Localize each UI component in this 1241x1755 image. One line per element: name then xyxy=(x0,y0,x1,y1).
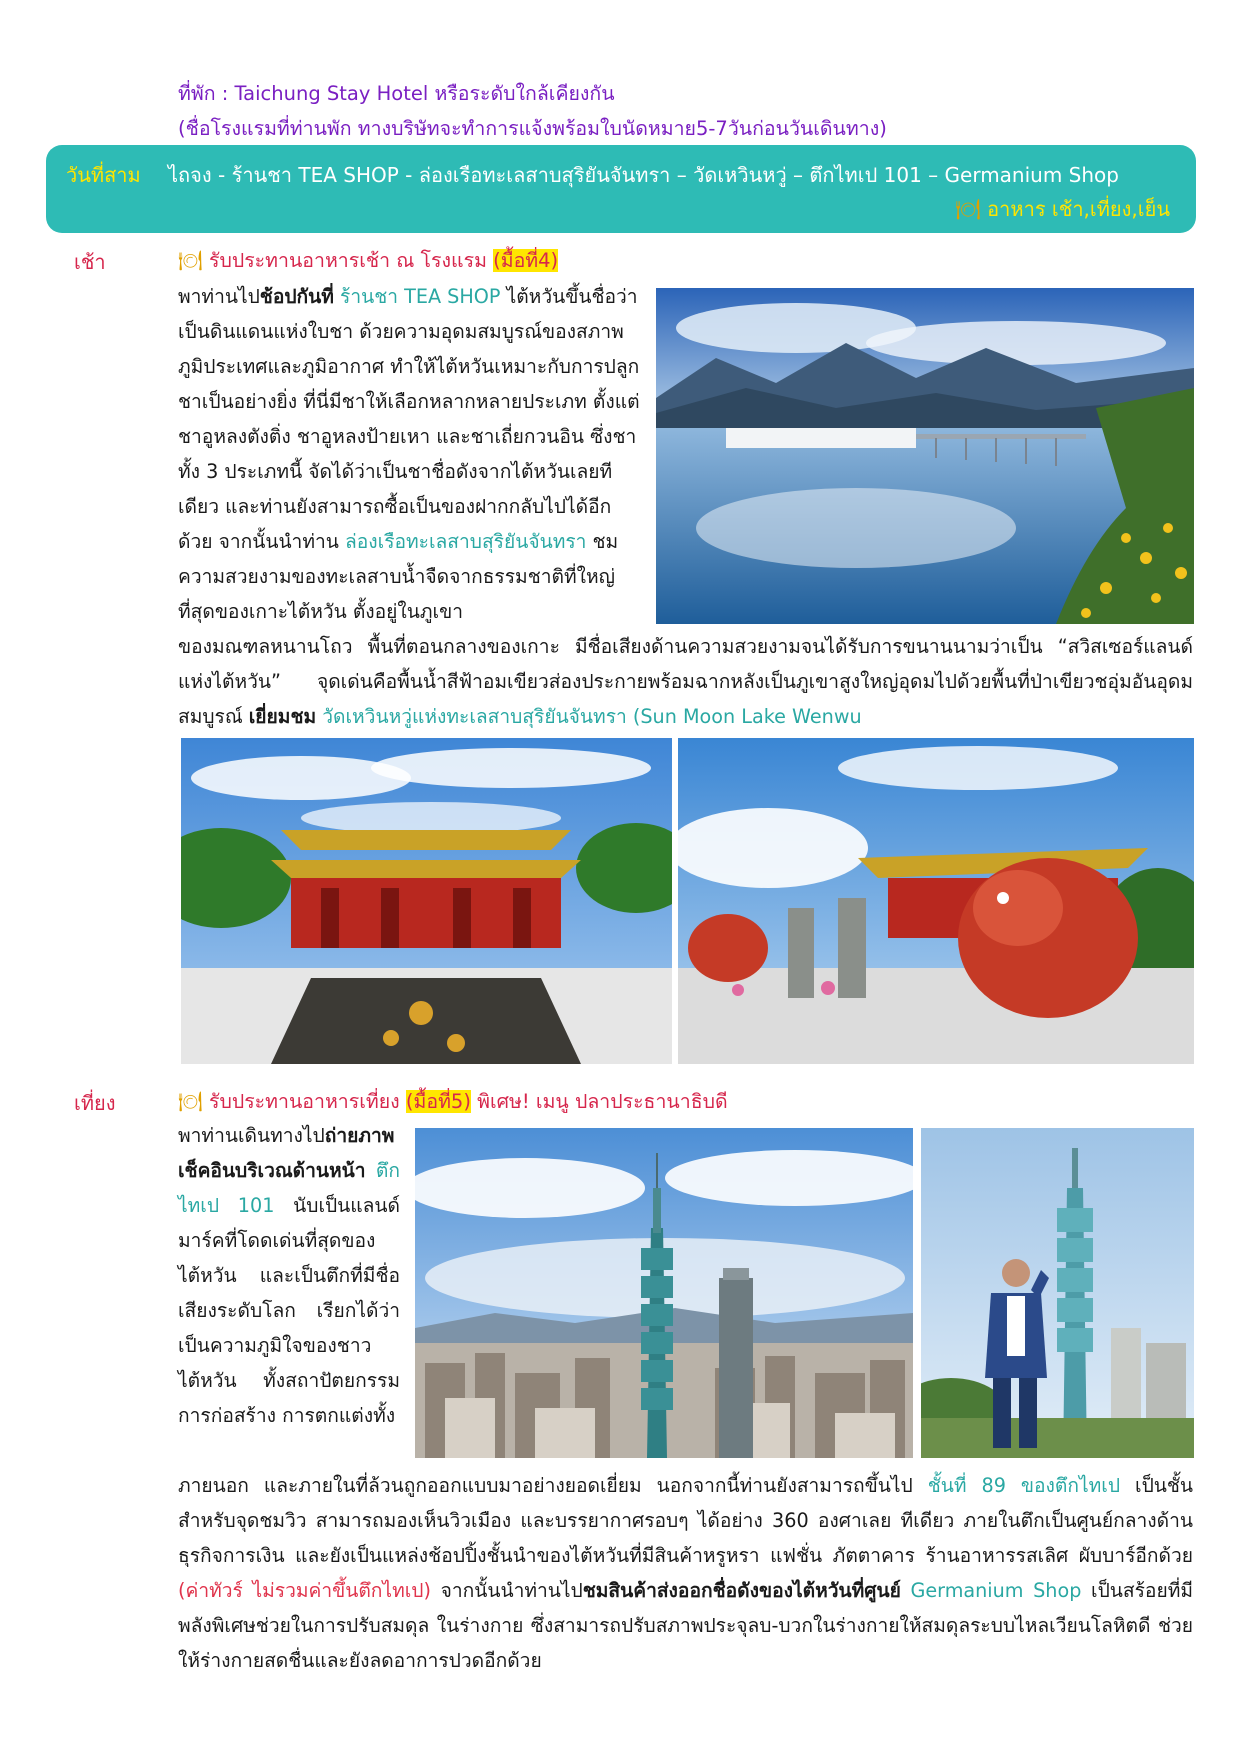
day-label: วันที่สาม xyxy=(66,163,141,187)
taipei-101-skyline-photo xyxy=(415,1128,913,1458)
lunch-extra: พิเศษ! เมนู ปลาประธานาธิบดี xyxy=(477,1090,728,1113)
price-note: (ค่าทัวร์ ไม่รวมค่าขึ้นตึกไทเป) xyxy=(178,1579,431,1602)
text-run: พาท่านเดินทางไป xyxy=(178,1124,325,1147)
morning-paragraph-1 xyxy=(178,279,640,629)
breakfast-meal-number: (มื้อที่4) xyxy=(493,249,559,272)
bold-run: เยี่ยมชม xyxy=(248,705,317,728)
morning-label: เช้า xyxy=(74,250,106,274)
text-run: ชมความสวยงามของทะเลสาบน้ำจืดจากธรรมชาติที่ใหญ่ที่สุดของเกาะไต้หวัน ตั้งอยู่ในภูเขา xyxy=(178,530,619,623)
text-run: จากนั้นนำท่านไป xyxy=(430,1579,583,1602)
noon-paragraph-2 xyxy=(178,1468,1193,1678)
text-run: ภายนอก และภายในที่ล้วนถูกออกแบบมาอย่างยอดเยี่ยม นอกจากนี้ท่านยังสามารถขึ้นไป xyxy=(178,1474,928,1497)
floor-89-link: ชั้นที่ 89 ของตึกไทเป xyxy=(927,1474,1121,1497)
noon-label: เที่ยง xyxy=(74,1091,116,1115)
text-run: ไต้หวันขึ้นชื่อว่าเป็นดินแดนแห่งใบชา ด้วยความอุดมสมบูรณ์ของสภาพภูมิประเทศและภูมิอากาศ ทำให้ไต้หวันเหมาะกับการปลูกชาเป็นอย่างยิ่ง ที่นี่มีชาให้เลือกหลากหลายประเภท ตั้งแต่ ชาอูหลงตังติ่ง ชาอูหลงป้ายเหา และชาเถี่ยกวนอิน ซึ่งชาทั้ง 3 ประเภทนี้ จัดได้ว่าเป็นชาชื่อดังจากไต้หวันเลยทีเดียว และท่านยังสามารถซื้อเป็นของฝากกลับไปได้อีกด้วย จากนั้นนำท่าน xyxy=(178,285,640,553)
hotel-line-1: ที่พัก : Taichung Stay Hotel หรือระดับใกล้เคียงกัน xyxy=(178,82,615,105)
wenwu-temple-gate-photo xyxy=(181,738,672,1064)
bold-run: ช้อปกันที่ xyxy=(259,285,334,308)
day-route: ไถจง - ร้านชา TEA SHOP - ล่องเรือทะเลสาบสุริยันจันทรา – วัดเหวินหวู่ – ตึกไทเป 101 – Germanium Shop xyxy=(168,163,1119,187)
bold-run: ถ่ายภาพเช็คอินบริเวณด้านหน้า xyxy=(178,1124,395,1182)
noon-paragraph-1 xyxy=(178,1118,400,1433)
wenwu-temple-link: วัดเหวินหวู่แห่งทะเลสาบสุริยันจันทรา (Sun Moon Lake Wenwu xyxy=(322,705,862,728)
plate-icon: 🍽︎ xyxy=(955,197,981,221)
plate-icon: 🍽︎ xyxy=(178,1090,203,1113)
breakfast-text: รับประทานอาหารเช้า ณ โรงแรม xyxy=(208,249,487,272)
text-run: เป็นชั้นสำหรับจุดชมวิว สามารถมองเห็นวิวเมือง และบรรยากาศรอบๆ ได้อย่าง 360 องศาเลย ทีเดียว ภายในตึกเป็นศูนย์กลางด้านธุรกิจการเงิน และยังเป็นแหล่งช้อปปิ้งชั้นนำของไต้หวันที่มีสินค้าหรูหรา แฟชั่น ภัตตาคาร ร้านอาหารรสเลิศ ผับบาร์อีกด้วย xyxy=(178,1474,1193,1567)
traveler-taipei-101-photo xyxy=(921,1128,1194,1458)
bold-run: ชมสินค้าส่งออกชื่อดังของไต้หวันที่ศูนย์ xyxy=(582,1579,901,1602)
day-header-band xyxy=(46,145,1196,233)
lunch-meal-number: (มื้อที่5) xyxy=(405,1090,471,1113)
lunch-text: รับประทานอาหารเที่ยง xyxy=(208,1090,400,1113)
lunch-line xyxy=(178,1086,728,1117)
wenwu-lion-statue-photo xyxy=(678,738,1194,1064)
hotel-line-2: (ชื่อโรงแรมที่ท่านพัก ทางบริษัทจะทำการแจ้งพร้อมใบนัดหมาย5-7วันก่อนวันเดินทาง) xyxy=(178,117,887,140)
plate-icon: 🍽︎ xyxy=(178,249,203,272)
text-run: ของมณฑลหนานโถว พื้นที่ตอนกลางของเกาะ มีชื่อเสียงด้านความสวยงามจนได้รับการขนานนามว่าเป็น “สวิสเซอร์แลนด์แห่งไต้หวัน” จุดเด่นคือพื้นน้ำสีฟ้าอมเขียวส่องประกายพร้อมฉากหลังเป็นภูเขาสูงใหญ่อุดมไปด้วยพื้นที่ป่าเขียวชอุ่มอันอุดมสมบูรณ์ xyxy=(178,635,1193,728)
text-run xyxy=(366,1159,376,1182)
day-meals-text: อาหาร เช้า,เที่ยง,เย็น xyxy=(987,197,1170,221)
hotel-info xyxy=(178,76,1178,146)
text-run: พาท่านไป xyxy=(178,285,260,308)
day-meals xyxy=(955,193,1170,225)
text-run: เป็นสร้อยที่มีพลังพิเศษช่วยในการปรับสมดุล ในร่างกาย ซึ่งสามารถปรับสภาพประจุลบ-บวกในร่างกายให้สมดุลระบบไหลเวียนโลหิตดี ช่วยให้ร่างกายสดชื่นและยังลดอาการปวดอีกด้วย xyxy=(178,1579,1193,1672)
taipei-101-link: ตึกไทเป 101 xyxy=(178,1159,400,1217)
text-run: นับเป็นแลนด์มาร์คที่โดดเด่นที่สุดของไต้หวัน และเป็นตึกที่มีชื่อเสียงระดับโลก เรียกได้ว่าเป็นความภูมิใจของชาวไต้หวัน ทั้งสถาปัตยกรรมการก่อสร้าง การตกแต่งทั้ง xyxy=(178,1194,400,1427)
tea-shop-link: ร้านชา TEA SHOP xyxy=(340,285,501,308)
germanium-shop-link: Germanium Shop xyxy=(910,1579,1082,1602)
breakfast-line xyxy=(178,245,558,276)
morning-paragraph-2 xyxy=(178,629,1193,733)
sun-moon-lake-link: ล่องเรือทะเลสาบสุริยันจันทรา xyxy=(344,530,587,553)
sun-moon-lake-photo xyxy=(656,288,1194,624)
